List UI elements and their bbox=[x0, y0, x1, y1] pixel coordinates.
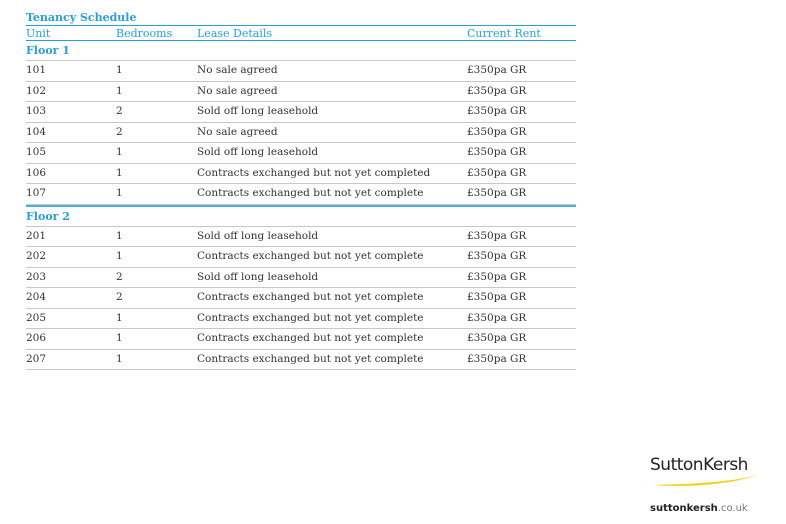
brand-logo bbox=[650, 455, 748, 475]
cell-unit: 203 bbox=[26, 270, 47, 283]
cell-lease: No sale agreed bbox=[197, 84, 278, 97]
cell-rent: £350pa GR bbox=[467, 84, 527, 97]
cell-lease: Contracts exchanged but not yet complete bbox=[197, 187, 424, 200]
cell-bedrooms: 2 bbox=[116, 270, 123, 283]
cell-bedrooms: 2 bbox=[116, 125, 123, 138]
cell-rent: £350pa GR bbox=[467, 64, 527, 77]
logo-swoosh-icon bbox=[650, 472, 762, 488]
cell-bedrooms: 1 bbox=[116, 64, 123, 77]
cell-unit: 106 bbox=[26, 166, 47, 179]
website bbox=[650, 503, 748, 514]
column-header-lease: Lease Details bbox=[197, 26, 273, 40]
cell-unit: 107 bbox=[26, 187, 47, 200]
cell-rent: £350pa GR bbox=[467, 187, 527, 200]
floor-rows bbox=[26, 226, 576, 371]
table-row bbox=[26, 60, 576, 81]
table-row bbox=[26, 328, 576, 349]
cell-bedrooms: 1 bbox=[116, 332, 123, 345]
cell-unit: 204 bbox=[26, 291, 47, 304]
cell-rent: £350pa GR bbox=[467, 166, 527, 179]
cell-rent: £350pa GR bbox=[467, 311, 527, 324]
cell-unit: 207 bbox=[26, 352, 47, 365]
table-row bbox=[26, 122, 576, 143]
cell-rent: £350pa GR bbox=[467, 229, 527, 242]
cell-bedrooms: 1 bbox=[116, 311, 123, 324]
cell-unit: 101 bbox=[26, 64, 47, 77]
cell-lease: Sold off long leasehold bbox=[197, 146, 319, 159]
logo-text: SuttonKersh bbox=[650, 455, 748, 475]
cell-unit: 206 bbox=[26, 332, 47, 345]
table-row bbox=[26, 246, 576, 267]
column-header-rent: Current Rent bbox=[467, 26, 541, 40]
cell-lease: Sold off long leasehold bbox=[197, 229, 319, 242]
table-row bbox=[26, 308, 576, 329]
cell-bedrooms: 1 bbox=[116, 187, 123, 200]
table-row bbox=[26, 287, 576, 308]
cell-lease: Sold off long leasehold bbox=[197, 270, 319, 283]
cell-rent: £350pa GR bbox=[467, 352, 527, 365]
table-row bbox=[26, 101, 576, 122]
cell-bedrooms: 1 bbox=[116, 229, 123, 242]
cell-bedrooms: 1 bbox=[116, 250, 123, 263]
cell-lease: Contracts exchanged but not yet complete bbox=[197, 352, 424, 365]
cell-rent: £350pa GR bbox=[467, 250, 527, 263]
table-row bbox=[26, 226, 576, 247]
cell-lease: Sold off long leasehold bbox=[197, 105, 319, 118]
cell-unit: 202 bbox=[26, 250, 47, 263]
table-row bbox=[26, 267, 576, 288]
cell-unit: 205 bbox=[26, 311, 47, 324]
cell-lease: No sale agreed bbox=[197, 64, 278, 77]
cell-unit: 201 bbox=[26, 229, 47, 242]
cell-lease: No sale agreed bbox=[197, 125, 278, 138]
table-row bbox=[26, 349, 576, 371]
cell-rent: £350pa GR bbox=[467, 270, 527, 283]
cell-lease: Contracts exchanged but not yet complete bbox=[197, 250, 424, 263]
cell-bedrooms: 2 bbox=[116, 105, 123, 118]
tenancy-schedule bbox=[26, 10, 576, 370]
table-header bbox=[26, 25, 576, 41]
column-header-bedrooms: Bedrooms bbox=[116, 26, 173, 40]
table-row bbox=[26, 163, 576, 184]
cell-lease: Contracts exchanged but not yet complete bbox=[197, 291, 424, 304]
cell-unit: 103 bbox=[26, 105, 47, 118]
cell-rent: £350pa GR bbox=[467, 332, 527, 345]
cell-bedrooms: 1 bbox=[116, 166, 123, 179]
schedule-title: Tenancy Schedule bbox=[26, 11, 137, 24]
table-row bbox=[26, 81, 576, 102]
cell-unit: 102 bbox=[26, 84, 47, 97]
cell-bedrooms: 1 bbox=[116, 352, 123, 365]
floor-rows bbox=[26, 60, 576, 205]
cell-lease: Contracts exchanged but not yet complete bbox=[197, 311, 424, 324]
cell-bedrooms: 1 bbox=[116, 146, 123, 159]
table-row bbox=[26, 183, 576, 205]
floor-label: Floor 1 bbox=[26, 44, 70, 57]
table-row bbox=[26, 142, 576, 163]
cell-unit: 105 bbox=[26, 146, 47, 159]
website-tld: .co.uk bbox=[717, 503, 748, 514]
cell-rent: £350pa GR bbox=[467, 291, 527, 304]
website-name: suttonkersh bbox=[650, 503, 718, 514]
floors-container bbox=[26, 41, 576, 370]
cell-bedrooms: 1 bbox=[116, 84, 123, 97]
cell-lease: Contracts exchanged but not yet complete bbox=[197, 332, 424, 345]
cell-rent: £350pa GR bbox=[467, 125, 527, 138]
cell-unit: 104 bbox=[26, 125, 47, 138]
floor-label: Floor 2 bbox=[26, 205, 576, 226]
cell-lease: Contracts exchanged but not yet completed bbox=[197, 166, 431, 179]
cell-bedrooms: 2 bbox=[116, 291, 123, 304]
cell-rent: £350pa GR bbox=[467, 146, 527, 159]
cell-rent: £350pa GR bbox=[467, 105, 527, 118]
column-header-unit: Unit bbox=[26, 26, 51, 40]
